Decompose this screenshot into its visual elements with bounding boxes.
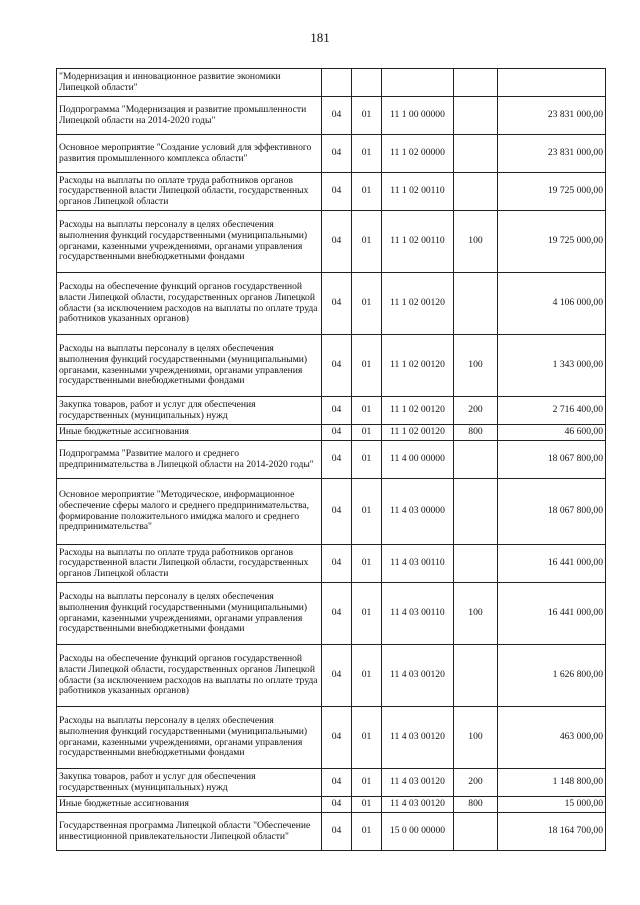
row-section-cell: 04 (322, 211, 352, 273)
row-subsection-cell: 01 (352, 135, 382, 173)
page-number: 181 (310, 30, 330, 45)
row-subsection-cell: 01 (352, 335, 382, 397)
row-subsection-cell: 01 (352, 813, 382, 851)
row-subsection-cell: 01 (352, 441, 382, 479)
row-target-article-cell: 11 1 02 00120 (382, 397, 454, 425)
row-name-cell: Расходы на выплаты персоналу в целях обеспечения выполнения функций государственными (муниципальными) органами, казенными учреждениями, органами управления государственными внебюджетными фондами (57, 211, 322, 273)
table-row (57, 769, 606, 797)
row-amount-cell: 15 000,00 (498, 797, 606, 813)
row-section-cell: 04 (322, 797, 352, 813)
row-expense-type-cell: 200 (454, 769, 498, 797)
row-amount-cell: 18 067 800,00 (498, 479, 606, 545)
row-subsection-cell: 01 (352, 707, 382, 769)
row-section-cell: 04 (322, 425, 352, 441)
row-name-cell: Подпрограмма "Модернизация и развитие промышленности Липецкой области на 2014-2020 годы" (57, 97, 322, 135)
row-target-article-cell: 11 4 03 00120 (382, 707, 454, 769)
row-target-article-cell: 11 4 03 00120 (382, 769, 454, 797)
row-amount-cell: 4 106 000,00 (498, 273, 606, 335)
row-target-article-cell: 11 4 03 00110 (382, 545, 454, 583)
row-name-cell: Расходы на обеспечение функций органов государственной власти Липецкой области, государственных органов Липецкой области (за исключением расходов на выплаты по оплате труда работников указанных органов) (57, 645, 322, 707)
table-row (57, 173, 606, 211)
row-amount-cell: 2 716 400,00 (498, 397, 606, 425)
row-target-article-cell: 11 1 02 00120 (382, 273, 454, 335)
row-amount-cell: 16 441 000,00 (498, 583, 606, 645)
row-section-cell: 04 (322, 479, 352, 545)
row-section-cell: 04 (322, 645, 352, 707)
row-subsection-cell: 01 (352, 211, 382, 273)
row-subsection-cell (352, 69, 382, 97)
row-amount-cell: 1 626 800,00 (498, 645, 606, 707)
row-section-cell: 04 (322, 335, 352, 397)
table-row (57, 707, 606, 769)
row-target-article-cell: 11 4 03 00000 (382, 479, 454, 545)
row-expense-type-cell: 800 (454, 425, 498, 441)
table-row (57, 645, 606, 707)
row-name-cell: Иные бюджетные ассигнования (57, 797, 322, 813)
row-target-article-cell: 11 1 02 00110 (382, 211, 454, 273)
row-amount-cell: 19 725 000,00 (498, 211, 606, 273)
row-target-article-cell: 11 4 00 00000 (382, 441, 454, 479)
table-row (57, 545, 606, 583)
row-expense-type-cell (454, 813, 498, 851)
row-name-cell: Иные бюджетные ассигнования (57, 425, 322, 441)
row-amount-cell: 16 441 000,00 (498, 545, 606, 583)
row-name-cell: Расходы на выплаты персоналу в целях обеспечения выполнения функций государственными (муниципальными) органами, казенными учреждениями, органами управления государственными внебюджетными фондами (57, 707, 322, 769)
row-name-cell: Государственная программа Липецкой области "Обеспечение инвестиционной привлекательности Липецкой области" (57, 813, 322, 851)
row-section-cell: 04 (322, 545, 352, 583)
row-expense-type-cell (454, 545, 498, 583)
row-subsection-cell: 01 (352, 797, 382, 813)
row-amount-cell: 1 148 800,00 (498, 769, 606, 797)
table-row (57, 97, 606, 135)
row-expense-type-cell: 100 (454, 211, 498, 273)
row-target-article-cell: 11 1 00 00000 (382, 97, 454, 135)
row-expense-type-cell (454, 645, 498, 707)
row-section-cell: 04 (322, 273, 352, 335)
row-expense-type-cell (454, 97, 498, 135)
row-section-cell: 04 (322, 97, 352, 135)
row-name-cell: Закупка товаров, работ и услуг для обеспечения государственных (муниципальных) нужд (57, 397, 322, 425)
table-row (57, 441, 606, 479)
table-row (57, 211, 606, 273)
row-section-cell: 04 (322, 813, 352, 851)
row-section-cell: 04 (322, 397, 352, 425)
row-target-article-cell: 11 1 02 00120 (382, 425, 454, 441)
row-name-cell: "Модернизация и инновационное развитие экономики Липецкой области" (57, 69, 322, 97)
table-row (57, 135, 606, 173)
row-target-article-cell: 11 4 03 00120 (382, 645, 454, 707)
row-target-article-cell (382, 69, 454, 97)
row-amount-cell: 18 164 700,00 (498, 813, 606, 851)
row-name-cell: Расходы на выплаты по оплате труда работников органов государственной власти Липецкой области, государственных органов Липецкой области (57, 545, 322, 583)
row-target-article-cell: 11 4 03 00120 (382, 797, 454, 813)
row-name-cell: Основное мероприятие "Создание условий для эффективного развития промышленного комплекса области" (57, 135, 322, 173)
row-name-cell: Расходы на выплаты по оплате труда работников органов государственной власти Липецкой области, государственных органов Липецкой области (57, 173, 322, 211)
row-amount-cell: 19 725 000,00 (498, 173, 606, 211)
table-row (57, 813, 606, 851)
row-expense-type-cell: 100 (454, 707, 498, 769)
row-section-cell (322, 69, 352, 97)
row-expense-type-cell: 200 (454, 397, 498, 425)
row-expense-type-cell (454, 441, 498, 479)
table-row (57, 397, 606, 425)
row-name-cell: Закупка товаров, работ и услуг для обеспечения государственных (муниципальных) нужд (57, 769, 322, 797)
row-amount-cell: 23 831 000,00 (498, 97, 606, 135)
table-row (57, 479, 606, 545)
row-subsection-cell: 01 (352, 479, 382, 545)
row-subsection-cell: 01 (352, 545, 382, 583)
row-name-cell: Основное мероприятие "Методическое, информационное обеспечение сферы малого и среднего предпринимательства, формирование положительного имиджа малого и среднего предпринимательства" (57, 479, 322, 545)
row-subsection-cell: 01 (352, 173, 382, 211)
table-row (57, 273, 606, 335)
row-subsection-cell: 01 (352, 425, 382, 441)
row-subsection-cell: 01 (352, 769, 382, 797)
table-row (57, 335, 606, 397)
row-section-cell: 04 (322, 135, 352, 173)
row-amount-cell: 46 600,00 (498, 425, 606, 441)
row-target-article-cell: 11 1 02 00110 (382, 173, 454, 211)
row-section-cell: 04 (322, 441, 352, 479)
row-target-article-cell: 15 0 00 00000 (382, 813, 454, 851)
row-name-cell: Расходы на выплаты персоналу в целях обеспечения выполнения функций государственными (муниципальными) органами, казенными учреждениями, органами управления государственными внебюджетными фондами (57, 335, 322, 397)
row-subsection-cell: 01 (352, 583, 382, 645)
table-row (57, 797, 606, 813)
table-row (57, 69, 606, 97)
row-expense-type-cell (454, 479, 498, 545)
budget-table-body (57, 69, 606, 851)
row-target-article-cell: 11 4 03 00110 (382, 583, 454, 645)
row-expense-type-cell (454, 69, 498, 97)
row-amount-cell: 18 067 800,00 (498, 441, 606, 479)
row-target-article-cell: 11 1 02 00000 (382, 135, 454, 173)
row-section-cell: 04 (322, 707, 352, 769)
row-amount-cell: 1 343 000,00 (498, 335, 606, 397)
row-expense-type-cell: 100 (454, 583, 498, 645)
row-expense-type-cell: 100 (454, 335, 498, 397)
row-section-cell: 04 (322, 769, 352, 797)
row-subsection-cell: 01 (352, 97, 382, 135)
row-expense-type-cell (454, 173, 498, 211)
budget-table (56, 68, 606, 851)
row-expense-type-cell (454, 273, 498, 335)
row-name-cell: Расходы на выплаты персоналу в целях обеспечения выполнения функций государственными (муниципальными) органами, казенными учреждениями, органами управления государственными внебюджетными фондами (57, 583, 322, 645)
row-amount-cell: 463 000,00 (498, 707, 606, 769)
row-name-cell: Расходы на обеспечение функций органов государственной власти Липецкой области, государственных органов Липецкой области (за исключением расходов на выплаты по оплате труда работников указанных органов) (57, 273, 322, 335)
table-row (57, 583, 606, 645)
row-expense-type-cell (454, 135, 498, 173)
row-subsection-cell: 01 (352, 397, 382, 425)
table-row (57, 425, 606, 441)
row-name-cell: Подпрограмма "Развитие малого и среднего предпринимательства в Липецкой области на 2014-2020 годы" (57, 441, 322, 479)
row-section-cell: 04 (322, 583, 352, 645)
row-subsection-cell: 01 (352, 645, 382, 707)
row-subsection-cell: 01 (352, 273, 382, 335)
row-amount-cell: 23 831 000,00 (498, 135, 606, 173)
row-target-article-cell: 11 1 02 00120 (382, 335, 454, 397)
row-expense-type-cell: 800 (454, 797, 498, 813)
row-section-cell: 04 (322, 173, 352, 211)
row-amount-cell (498, 69, 606, 97)
